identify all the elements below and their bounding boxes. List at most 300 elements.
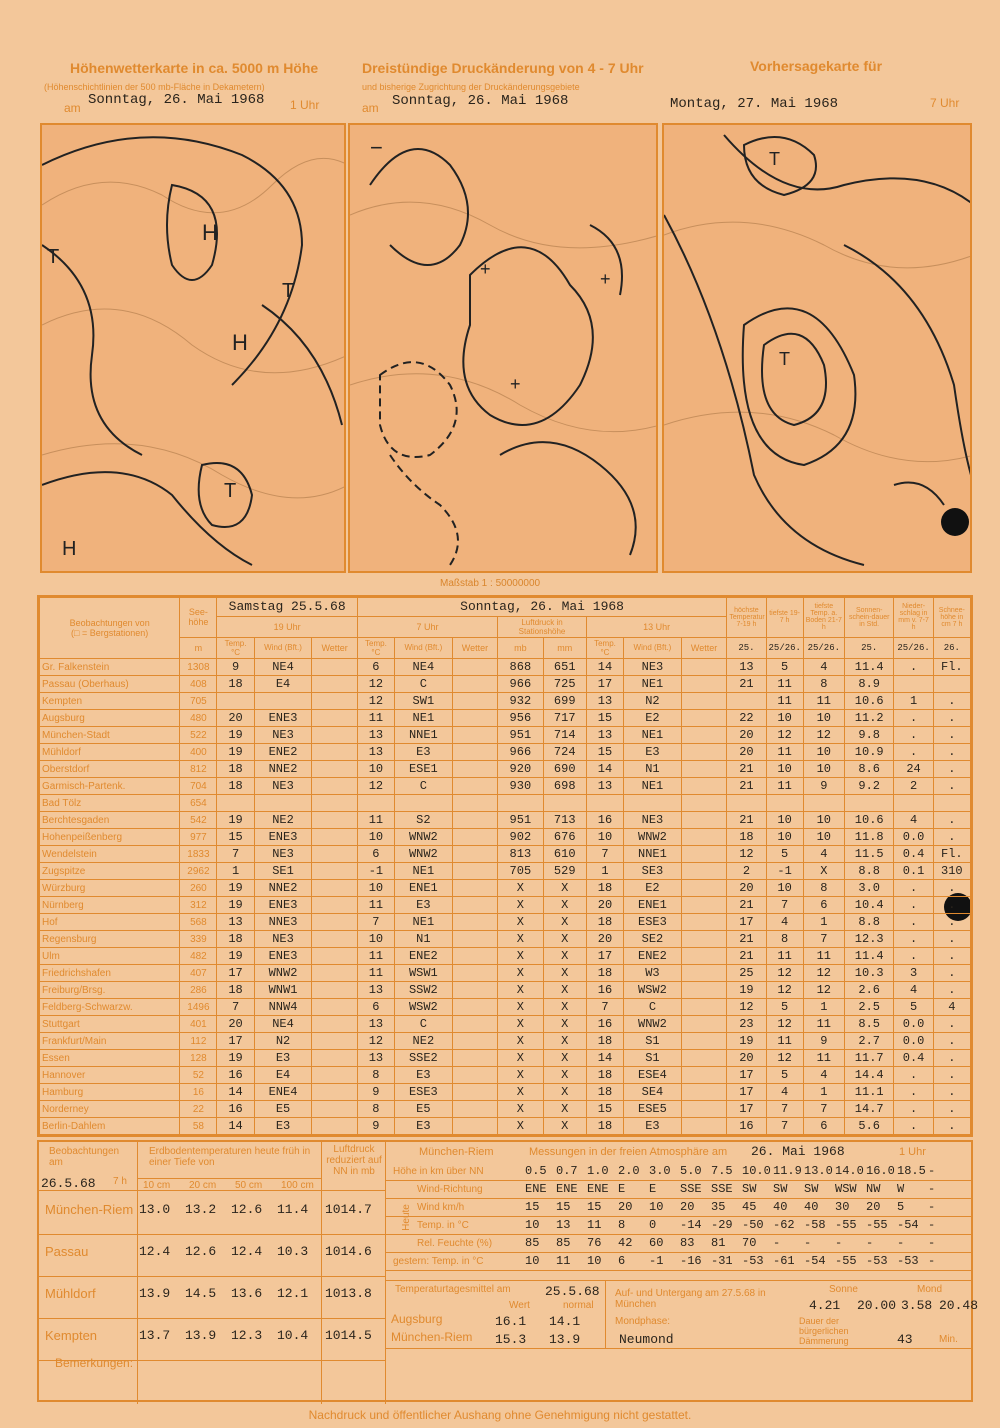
map-scale: Maßstab 1 : 50000000 (440, 578, 541, 589)
table-cell: 0.0 (894, 1016, 933, 1033)
table-cell: 16 (217, 1067, 254, 1084)
table-cell: 7 (586, 999, 623, 1016)
sun13-temp-h: Temp. °C (586, 637, 623, 658)
table-cell: 3 (894, 965, 933, 982)
table-cell: . (933, 812, 970, 829)
table-cell (452, 727, 497, 744)
table-cell: . (894, 1084, 933, 1101)
table-cell (681, 863, 726, 880)
table-cell: 11.4 (844, 659, 894, 676)
table-row (40, 1033, 971, 1050)
table-cell: 0.4 (894, 1050, 933, 1067)
atmo-value: SSE (711, 1182, 733, 1196)
tmean-label: Temperaturtagesmittel am (395, 1284, 511, 1295)
table-cell (681, 1101, 726, 1118)
obs-label: Beobachtungen am (49, 1146, 120, 1168)
table-cell (681, 880, 726, 897)
table-row (40, 1101, 971, 1118)
atmo-value: 10 (525, 1254, 540, 1268)
table-cell: X (498, 880, 543, 897)
atmo-value: 10 (649, 1200, 664, 1214)
table-cell (254, 795, 312, 812)
atmo-value: - (928, 1236, 936, 1250)
table-cell (452, 948, 497, 965)
table-cell: 868 (498, 659, 543, 676)
table-cell: 7 (217, 999, 254, 1016)
table-cell: NE4 (254, 1016, 312, 1033)
table-cell: 11 (357, 710, 394, 727)
table-cell: 5 (766, 1067, 803, 1084)
table-cell: . (933, 914, 970, 931)
table-cell: X (498, 914, 543, 931)
map1-am-label: am (64, 101, 81, 115)
table-cell: 12 (803, 727, 844, 744)
col-max-header: höchste Temperatur 7-19 h (727, 598, 766, 638)
table-row (40, 795, 971, 812)
map-forecast (662, 123, 972, 573)
station-name: Hamburg (40, 1084, 180, 1101)
table-cell: NNE1 (624, 846, 682, 863)
table-cell (312, 761, 357, 778)
table-cell: NE1 (624, 676, 682, 693)
svg-text:+: + (600, 269, 611, 289)
sun-date-header (357, 598, 726, 617)
table-cell: 951 (498, 727, 543, 744)
table-cell (254, 693, 312, 710)
map3-time: 7 Uhr (930, 96, 960, 110)
sun-13-time: 13 Uhr (586, 616, 726, 637)
map-upper-air-drawing (42, 125, 346, 573)
table-cell: . (933, 1101, 970, 1118)
table-row (40, 999, 971, 1016)
table-cell (312, 1101, 357, 1118)
table-cell: 18 (217, 676, 254, 693)
table-cell: . (933, 710, 970, 727)
table-cell: 21 (727, 761, 766, 778)
station-name: Hohenpeißenberg (40, 829, 180, 846)
map3-title: Vorhersagekarte für (750, 58, 883, 74)
station-name: Feldberg-Schwarzw. (40, 999, 180, 1016)
atmo-value: SW (804, 1182, 819, 1196)
table-cell: WSW1 (394, 965, 452, 982)
atmo-value: SSE (680, 1182, 702, 1196)
atmo-value: 10 (587, 1254, 602, 1268)
table-cell: 18 (217, 982, 254, 999)
atmo-value: E (618, 1182, 626, 1196)
atmo-row-label: Höhe in km über NN (393, 1166, 484, 1177)
atmo-value: 8 (618, 1218, 626, 1232)
station-height: 1308 (180, 659, 217, 676)
svg-text:H: H (62, 538, 77, 560)
bottom-section (37, 1140, 979, 1402)
station-name: Stuttgart (40, 1016, 180, 1033)
table-cell: 13 (357, 744, 394, 761)
table-cell: 11 (803, 1016, 844, 1033)
table-cell: ESE3 (624, 914, 682, 931)
table-cell: 10 (357, 931, 394, 948)
table-cell: 1 (803, 1084, 844, 1101)
wert-label: Wert (509, 1300, 530, 1311)
table-cell: S2 (394, 812, 452, 829)
table-cell: 0.0 (894, 829, 933, 846)
table-cell: 11 (766, 693, 803, 710)
table-cell (312, 965, 357, 982)
station-height: 400 (180, 744, 217, 761)
station-name: Garmisch-Partenk. (40, 778, 180, 795)
riem-norm: 13.9 (549, 1332, 581, 1347)
footer-note: Nachdruck und öffentlicher Aushang ohne Genehmigung nicht gestattet. (308, 1408, 692, 1422)
table-cell (312, 897, 357, 914)
table-cell: 930 (498, 778, 543, 795)
station-name: Mühldorf (40, 744, 180, 761)
sun-rise: 4.21 (809, 1298, 841, 1313)
table-row (40, 931, 971, 948)
table-cell (624, 795, 682, 812)
table-row (40, 880, 971, 897)
station-height: 977 (180, 829, 217, 846)
atmo-value: 45 (742, 1200, 757, 1214)
table-cell: 12 (727, 999, 766, 1016)
table-cell: 11 (766, 744, 803, 761)
table-cell: WNW2 (394, 829, 452, 846)
table-cell: 1 (803, 914, 844, 931)
station-name: Würzburg (40, 880, 180, 897)
table-cell (312, 710, 357, 727)
table-cell: 14 (586, 761, 623, 778)
table-cell: 17 (727, 1067, 766, 1084)
table-cell: X (498, 1050, 543, 1067)
table-cell: SE4 (624, 1084, 682, 1101)
table-cell: ENE2 (624, 948, 682, 965)
day-max: 25. (727, 637, 766, 658)
table-row (40, 1118, 971, 1135)
table-cell: E3 (624, 1118, 682, 1135)
table-cell (681, 676, 726, 693)
table-cell (452, 914, 497, 931)
map3-date: Montag, 27. Mai 1968 (670, 96, 839, 112)
sun7-temp-h: Temp. °C (357, 637, 394, 658)
atmo-value: 30 (835, 1200, 850, 1214)
table-cell: . (933, 880, 970, 897)
table-cell: X (498, 931, 543, 948)
free-atmo-date: 26. Mai 1968 (751, 1144, 845, 1159)
station-height: 482 (180, 948, 217, 965)
obs-date: 26.5.68 (41, 1176, 96, 1191)
table-cell: 8 (766, 931, 803, 948)
table-cell (681, 931, 726, 948)
svg-text:T: T (224, 480, 237, 502)
table-cell: NE3 (254, 778, 312, 795)
table-cell: 20 (586, 897, 623, 914)
table-cell: 18 (586, 914, 623, 931)
atmo-value: -55 (866, 1218, 888, 1232)
table-cell: 21 (727, 812, 766, 829)
svg-text:H: H (202, 220, 218, 245)
table-cell: 18 (217, 931, 254, 948)
table-cell (312, 1067, 357, 1084)
table-cell: 713 (543, 812, 586, 829)
station-name: Regensburg (40, 931, 180, 948)
station-name: Berchtesgaden (40, 812, 180, 829)
table-cell (803, 795, 844, 812)
table-cell: 12 (357, 676, 394, 693)
depth-label: 50 cm (235, 1180, 263, 1191)
table-cell (681, 710, 726, 727)
table-cell: X (498, 897, 543, 914)
map-upper-air (40, 123, 346, 573)
table-cell: 8.8 (844, 863, 894, 880)
atmo-value: -54 (897, 1218, 919, 1232)
atmo-value: ENE (525, 1182, 547, 1196)
station-height: 312 (180, 897, 217, 914)
table-cell (543, 795, 586, 812)
table-cell: C (394, 1016, 452, 1033)
table-cell: 902 (498, 829, 543, 846)
table-cell: NE1 (624, 727, 682, 744)
table-cell: NE1 (394, 914, 452, 931)
table-cell (452, 812, 497, 829)
table-cell: 13 (727, 659, 766, 676)
table-cell (681, 1033, 726, 1050)
free-atmo-time: 1 Uhr (899, 1146, 926, 1158)
atmo-value: -55 (835, 1254, 857, 1268)
table-row (40, 744, 971, 761)
table-cell: 813 (498, 846, 543, 863)
atmo-value: 11 (556, 1254, 571, 1268)
table-cell: 10.4 (844, 897, 894, 914)
station-height: 522 (180, 727, 217, 744)
col-sun-header: Sonnen-schein-dauer in Std. (844, 598, 894, 638)
table-cell: 15 (586, 710, 623, 727)
atmo-value: -50 (742, 1218, 764, 1232)
table-cell: E5 (394, 1101, 452, 1118)
table-cell: 16 (727, 1118, 766, 1135)
table-cell: . (894, 948, 933, 965)
table-cell: . (894, 914, 933, 931)
table-cell (681, 948, 726, 965)
table-cell: X (498, 1033, 543, 1050)
table-cell: 10 (357, 829, 394, 846)
atmo-row-label: gestern: Temp. in °C (393, 1256, 484, 1267)
riem-label: München-Riem (419, 1146, 494, 1158)
bottom-pressure-label: Luftdruck reduziert auf NN in mb (326, 1144, 382, 1177)
map1-subtitle: (Höhenschichtlinien der 500 mb-Fläche in Dekametern) (44, 82, 265, 92)
atmo-row-label: Rel. Feuchte (%) (417, 1238, 493, 1249)
table-cell: NE3 (624, 812, 682, 829)
table-cell: WNW2 (254, 965, 312, 982)
table-cell: C (624, 999, 682, 1016)
table-cell (681, 982, 726, 999)
table-cell: 714 (543, 727, 586, 744)
table-cell: 13 (357, 727, 394, 744)
table-row (40, 846, 971, 863)
station-height: 705 (180, 693, 217, 710)
atmo-value: 15 (525, 1200, 540, 1214)
aug-norm: 14.1 (549, 1314, 581, 1329)
table-cell: X (543, 914, 586, 931)
table-cell: 1 (217, 863, 254, 880)
table-cell: X (498, 1118, 543, 1135)
table-cell: X (498, 1067, 543, 1084)
table-cell: 15 (586, 744, 623, 761)
table-cell: 11 (357, 948, 394, 965)
soil-pressure-value: 1013.8 (325, 1286, 372, 1301)
atmo-value: 0 (649, 1218, 657, 1232)
table-cell: ENE3 (254, 710, 312, 727)
station-name: Hannover (40, 1067, 180, 1084)
table-cell (586, 795, 623, 812)
table-cell: 20 (586, 931, 623, 948)
map2-subtitle: und bisherige Zugrichtung der Druckänderungsgebiete (362, 82, 580, 92)
table-cell: 20 (727, 744, 766, 761)
table-cell (217, 795, 254, 812)
table-row (40, 812, 971, 829)
atmo-row-label: Wind km/h (417, 1202, 465, 1213)
table-cell: N1 (394, 931, 452, 948)
table-cell: 12 (766, 727, 803, 744)
table-cell: SE1 (254, 863, 312, 880)
table-row (40, 778, 971, 795)
map2-title: Dreistündige Druckänderung von 4 - 7 Uhr (362, 60, 644, 76)
atmo-value: - (897, 1236, 905, 1250)
table-cell: 1 (894, 693, 933, 710)
table-cell: ENE2 (254, 744, 312, 761)
table-cell: 725 (543, 676, 586, 693)
table-cell: 19 (217, 812, 254, 829)
table-cell: 21 (727, 948, 766, 965)
table-cell: 717 (543, 710, 586, 727)
table-cell (452, 965, 497, 982)
station-height: 407 (180, 965, 217, 982)
table-cell: 651 (543, 659, 586, 676)
table-cell (452, 676, 497, 693)
table-cell (766, 795, 803, 812)
table-cell (452, 1033, 497, 1050)
soil-temp-value: 13.9 (185, 1328, 217, 1343)
table-cell: 15 (217, 829, 254, 846)
table-cell (452, 982, 497, 999)
atmo-value: 40 (773, 1200, 788, 1214)
table-cell: 19 (217, 948, 254, 965)
table-cell: 2.7 (844, 1033, 894, 1050)
station-name: Wendelstein (40, 846, 180, 863)
soil-station-name: München-Riem (45, 1202, 134, 1217)
table-cell: NE3 (254, 931, 312, 948)
table-cell: NNE3 (254, 914, 312, 931)
table-cell: 22 (727, 710, 766, 727)
svg-text:H: H (232, 330, 248, 355)
table-cell: 8.5 (844, 1016, 894, 1033)
table-cell (452, 710, 497, 727)
table-cell: 13 (586, 727, 623, 744)
atmo-value: -1 (649, 1254, 664, 1268)
atmo-value: SW (742, 1182, 757, 1196)
atmo-value: 20 (680, 1200, 695, 1214)
table-cell: E3 (394, 897, 452, 914)
table-cell: 10 (803, 829, 844, 846)
table-cell (452, 693, 497, 710)
station-height: 286 (180, 982, 217, 999)
svg-text:+: + (510, 374, 521, 394)
table-cell: S1 (624, 1033, 682, 1050)
table-cell (452, 829, 497, 846)
tmean-augsburg: Augsburg (391, 1312, 443, 1326)
table-cell: 11 (766, 1033, 803, 1050)
station-name: Kempten (40, 693, 180, 710)
table-cell: 23 (727, 1016, 766, 1033)
table-cell: X (498, 948, 543, 965)
table-cell: 920 (498, 761, 543, 778)
sun-set: 20.00 (857, 1298, 897, 1313)
atmo-value: 70 (742, 1236, 757, 1250)
table-cell: . (933, 982, 970, 999)
table-cell: 13 (357, 1050, 394, 1067)
table-cell (681, 999, 726, 1016)
table-cell: 17 (727, 1084, 766, 1101)
table-cell: . (933, 1050, 970, 1067)
table-cell: . (933, 1016, 970, 1033)
map1-title: Höhenwetterkarte in ca. 5000 m Höhe (70, 60, 319, 76)
table-cell: . (933, 744, 970, 761)
table-cell (681, 897, 726, 914)
table-cell: 10 (803, 812, 844, 829)
table-cell: 11 (803, 1050, 844, 1067)
sat-temp-h: Temp. °C (217, 637, 254, 658)
station-height: 1833 (180, 846, 217, 863)
table-row (40, 914, 971, 931)
station-name: Frankfurt/Main (40, 1033, 180, 1050)
riem-wert: 15.3 (495, 1332, 527, 1347)
table-cell: 7 (766, 1118, 803, 1135)
table-cell: NE3 (254, 727, 312, 744)
atmo-value: 2.0 (618, 1164, 640, 1178)
table-cell: 7 (766, 1101, 803, 1118)
table-cell: . (894, 659, 933, 676)
table-cell: 10 (766, 829, 803, 846)
table-cell (452, 846, 497, 863)
table-cell: SSW2 (394, 982, 452, 999)
station-height: 52 (180, 1067, 217, 1084)
table-cell: . (894, 710, 933, 727)
table-cell: 19 (217, 727, 254, 744)
atmo-value: 42 (618, 1236, 633, 1250)
table-cell: 20 (727, 727, 766, 744)
table-cell: 7 (803, 931, 844, 948)
table-cell: 10.6 (844, 693, 894, 710)
table-row (40, 761, 971, 778)
table-cell: SSE2 (394, 1050, 452, 1067)
station-name: Ulm (40, 948, 180, 965)
table-cell: 13 (217, 914, 254, 931)
phase-label: Mondphase: (615, 1316, 671, 1327)
table-cell: 12 (803, 982, 844, 999)
table-cell: 17 (727, 1101, 766, 1118)
table-cell (312, 863, 357, 880)
table-cell: 12 (727, 846, 766, 863)
table-cell (681, 693, 726, 710)
table-cell (681, 846, 726, 863)
soil-temp-value: 12.4 (231, 1244, 263, 1259)
table-cell: 2.6 (844, 982, 894, 999)
table-cell: 19 (727, 982, 766, 999)
table-cell: W3 (624, 965, 682, 982)
table-cell: 10 (803, 761, 844, 778)
table-cell: X (543, 1084, 586, 1101)
table-cell: E2 (624, 710, 682, 727)
table-cell: 24 (894, 761, 933, 778)
map2-am-label: am (362, 101, 379, 115)
table-cell: SE2 (624, 931, 682, 948)
